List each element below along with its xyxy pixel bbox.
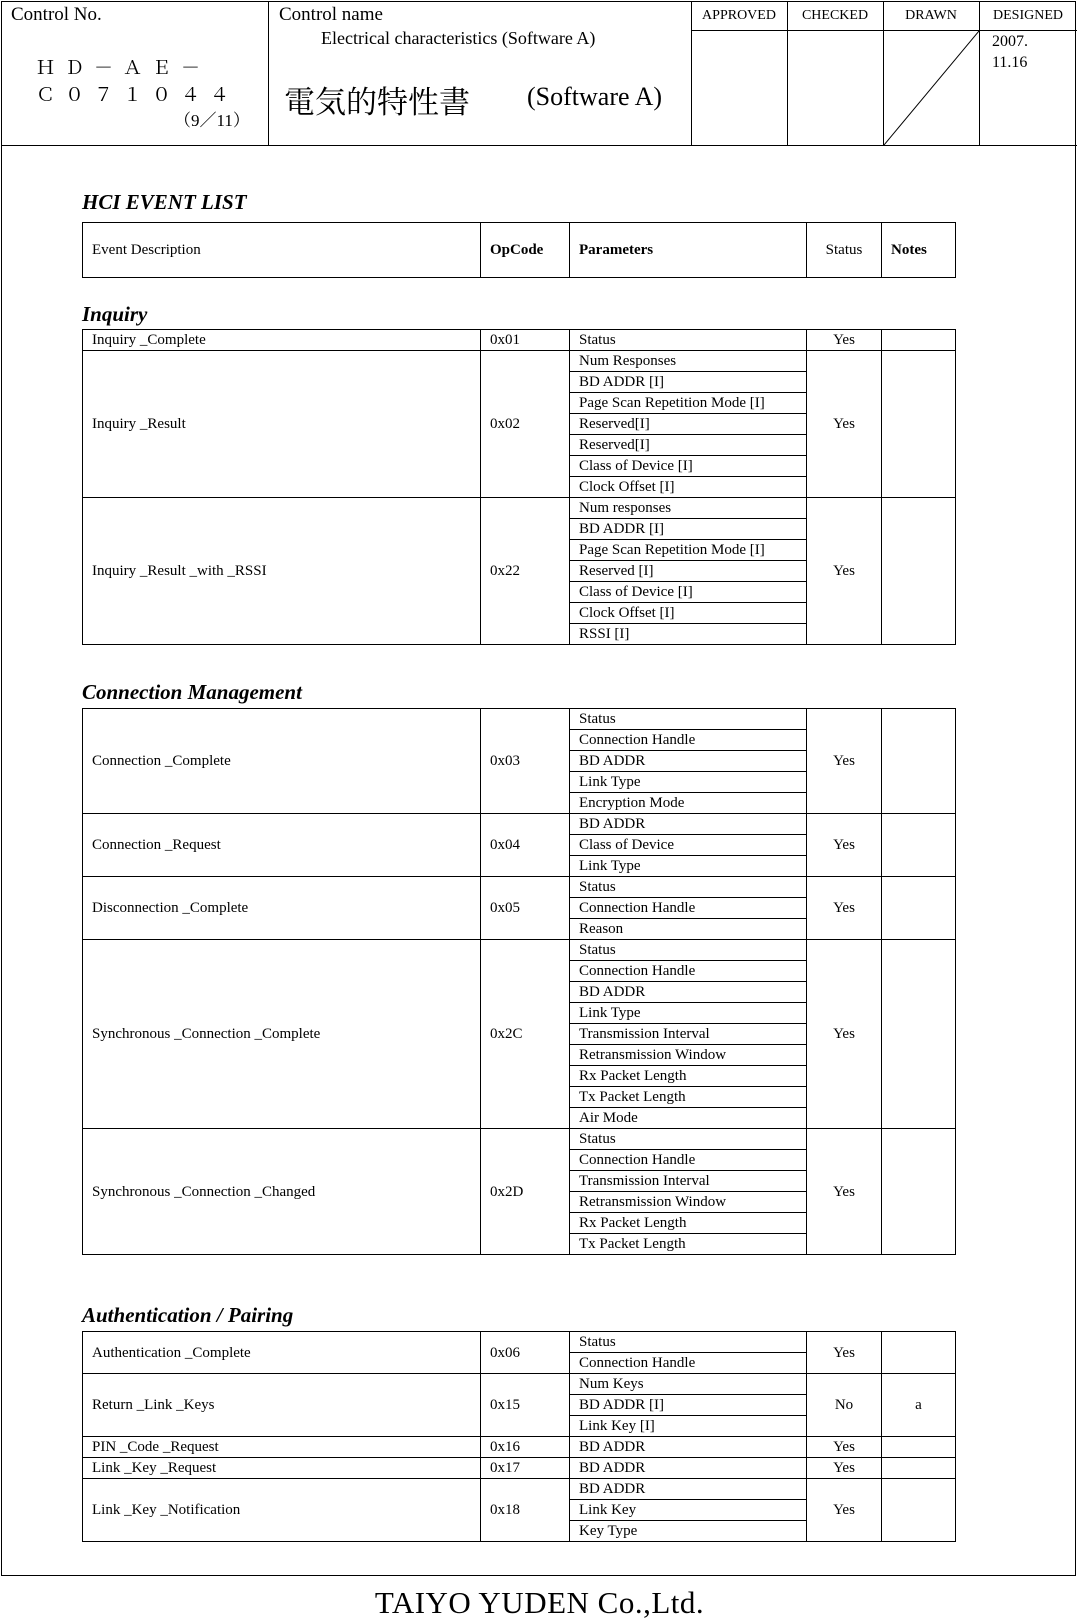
event-parameter: BD ADDR — [570, 751, 807, 772]
event-notes — [882, 330, 956, 351]
section-title: Connection Management — [82, 680, 302, 704]
event-status: No — [807, 1374, 882, 1437]
event-parameter: Tx Packet Length — [570, 1087, 807, 1108]
event-notes — [882, 940, 956, 1129]
event-parameter: RSSI [I] — [570, 624, 807, 645]
event-notes — [882, 709, 956, 814]
control-name-english: Electrical characteristics (Software A) — [321, 28, 596, 48]
control-name-label: Control name — [279, 4, 383, 25]
event-name: Link _Key _Notification — [83, 1479, 481, 1542]
table-row — [83, 1479, 956, 1500]
event-name: Connection _Request — [83, 814, 481, 877]
event-status: Yes — [807, 1458, 882, 1479]
event-notes — [882, 1129, 956, 1255]
event-parameter: Status — [570, 877, 807, 898]
event-status: Yes — [807, 330, 882, 351]
event-name: Inquiry _Result — [83, 351, 481, 498]
event-notes — [882, 1458, 956, 1479]
event-parameter: Rx Packet Length — [570, 1066, 807, 1087]
col-opcode: OpCode — [481, 223, 570, 278]
event-parameter: Air Mode — [570, 1108, 807, 1129]
event-parameter: Link Key — [570, 1500, 807, 1521]
event-parameter: Status — [570, 1332, 807, 1353]
drawn-slash — [884, 31, 979, 145]
event-notes — [882, 351, 956, 498]
event-parameter: Status — [570, 1129, 807, 1150]
event-parameter: Retransmission Window — [570, 1045, 807, 1066]
event-parameter: Tx Packet Length — [570, 1234, 807, 1255]
events-table — [82, 1331, 956, 1542]
event-parameter: Connection Handle — [570, 1353, 807, 1374]
event-notes — [882, 877, 956, 940]
event-status: Yes — [807, 1437, 882, 1458]
event-parameter: Reserved[I] — [570, 414, 807, 435]
event-parameter: Link Type — [570, 856, 807, 877]
event-parameter: BD ADDR — [570, 814, 807, 835]
event-parameter: Page Scan Repetition Mode [I] — [570, 540, 807, 561]
control-no-label: Control No. — [11, 4, 102, 25]
control-no-line1: ＨＤ－ＡＥ－ — [36, 58, 211, 79]
event-parameter: Encryption Mode — [570, 793, 807, 814]
event-opcode: 0x16 — [481, 1437, 570, 1458]
table-row — [83, 1458, 956, 1479]
event-status: Yes — [807, 877, 882, 940]
event-name: Return _Link _Keys — [83, 1374, 481, 1437]
control-name-japanese: 電気的特性書 — [284, 85, 470, 121]
event-opcode: 0x2C — [481, 940, 570, 1129]
event-status: Yes — [807, 1479, 882, 1542]
event-opcode: 0x03 — [481, 709, 570, 814]
event-opcode: 0x04 — [481, 814, 570, 877]
event-parameter: Class of Device [I] — [570, 456, 807, 477]
checked-label: CHECKED — [801, 8, 869, 23]
event-status: Yes — [807, 709, 882, 814]
title-block — [2, 2, 1077, 146]
table-row — [83, 498, 956, 519]
event-notes — [882, 498, 956, 645]
event-parameter: Status — [570, 940, 807, 961]
col-notes: Notes — [882, 223, 956, 278]
event-opcode: 0x06 — [481, 1332, 570, 1374]
event-parameter: Page Scan Repetition Mode [I] — [570, 393, 807, 414]
event-parameter: Link Type — [570, 772, 807, 793]
table-row — [83, 1332, 956, 1353]
event-status: Yes — [807, 1332, 882, 1374]
table-row — [83, 877, 956, 898]
event-notes — [882, 1437, 956, 1458]
section-title: Inquiry — [82, 302, 148, 326]
event-parameter: Retransmission Window — [570, 1192, 807, 1213]
event-notes — [882, 1332, 956, 1374]
event-parameter: BD ADDR — [570, 1437, 807, 1458]
event-parameter: Key Type — [570, 1521, 807, 1542]
control-no-line2: Ｃ０７１０４４ — [36, 85, 240, 106]
event-parameter: Clock Offset [I] — [570, 477, 807, 498]
event-status: Yes — [807, 814, 882, 877]
event-parameter: Rx Packet Length — [570, 1213, 807, 1234]
event-opcode: 0x01 — [481, 330, 570, 351]
event-opcode: 0x15 — [481, 1374, 570, 1437]
event-notes: a — [882, 1374, 956, 1437]
event-opcode: 0x05 — [481, 877, 570, 940]
table-row — [83, 1374, 956, 1395]
event-parameter: Reason — [570, 919, 807, 940]
event-name: Inquiry _Complete — [83, 330, 481, 351]
approved-label: APPROVED — [702, 8, 776, 23]
event-parameter: Connection Handle — [570, 1150, 807, 1171]
event-parameter: Link Type — [570, 1003, 807, 1024]
event-parameter: BD ADDR [I] — [570, 519, 807, 540]
drawn-label: DRAWN — [905, 8, 957, 23]
event-name: Inquiry _Result _with _RSSI — [83, 498, 481, 645]
event-status: Yes — [807, 498, 882, 645]
event-parameter: Class of Device — [570, 835, 807, 856]
event-name: Synchronous _Connection _Changed — [83, 1129, 481, 1255]
event-name: Synchronous _Connection _Complete — [83, 940, 481, 1129]
control-name-suffix: (Software A) — [527, 82, 663, 111]
event-parameter: Reserved[I] — [570, 435, 807, 456]
event-parameter: BD ADDR [I] — [570, 1395, 807, 1416]
event-parameter: Connection Handle — [570, 730, 807, 751]
page-number: （9／11） — [174, 111, 250, 130]
events-table — [82, 329, 956, 645]
event-parameter: Transmission Interval — [570, 1024, 807, 1045]
table-row — [83, 1129, 956, 1150]
section-title: Authentication / Pairing — [82, 1303, 294, 1327]
table-row — [83, 330, 956, 351]
event-name: Disconnection _Complete — [83, 877, 481, 940]
events-table — [82, 708, 956, 1255]
event-parameter: Transmission Interval — [570, 1171, 807, 1192]
table-row — [83, 709, 956, 730]
event-opcode: 0x17 — [481, 1458, 570, 1479]
event-parameter: Num Keys — [570, 1374, 807, 1395]
event-name: Connection _Complete — [83, 709, 481, 814]
event-notes — [882, 814, 956, 877]
event-status: Yes — [807, 351, 882, 498]
event-parameter: Connection Handle — [570, 898, 807, 919]
event-name: Authentication _Complete — [83, 1332, 481, 1374]
table-row — [83, 1437, 956, 1458]
event-parameter: Connection Handle — [570, 961, 807, 982]
event-parameter: Num responses — [570, 498, 807, 519]
designed-label: DESIGNED — [993, 8, 1063, 23]
event-parameter: Clock Offset [I] — [570, 603, 807, 624]
designed-date-line2: 11.16 — [992, 54, 1028, 71]
event-parameter: Class of Device [I] — [570, 582, 807, 603]
table-row — [83, 814, 956, 835]
event-status: Yes — [807, 940, 882, 1129]
col-status: Status — [807, 223, 882, 278]
event-parameter: Reserved [I] — [570, 561, 807, 582]
event-opcode: 0x02 — [481, 351, 570, 498]
event-parameter: BD ADDR — [570, 982, 807, 1003]
table-row — [83, 940, 956, 961]
designed-date-line1: 2007. — [992, 33, 1028, 50]
event-parameter: Status — [570, 709, 807, 730]
col-event-description: Event Description — [83, 223, 481, 278]
event-parameter: BD ADDR — [570, 1479, 807, 1500]
table-row — [83, 351, 956, 372]
event-parameter: Status — [570, 330, 807, 351]
event-opcode: 0x22 — [481, 498, 570, 645]
column-header-table — [82, 222, 956, 278]
event-parameter: BD ADDR [I] — [570, 372, 807, 393]
event-opcode: 0x2D — [481, 1129, 570, 1255]
event-parameter: Num Responses — [570, 351, 807, 372]
col-parameters: Parameters — [570, 223, 807, 278]
event-parameter: Link Key [I] — [570, 1416, 807, 1437]
event-status: Yes — [807, 1129, 882, 1255]
company-footer: TAIYO YUDEN Co.,Ltd. — [374, 1585, 705, 1620]
event-name: PIN _Code _Request — [83, 1437, 481, 1458]
page-title: HCI EVENT LIST — [82, 190, 247, 214]
event-parameter: BD ADDR — [570, 1458, 807, 1479]
event-notes — [882, 1479, 956, 1542]
event-opcode: 0x18 — [481, 1479, 570, 1542]
event-name: Link _Key _Request — [83, 1458, 481, 1479]
